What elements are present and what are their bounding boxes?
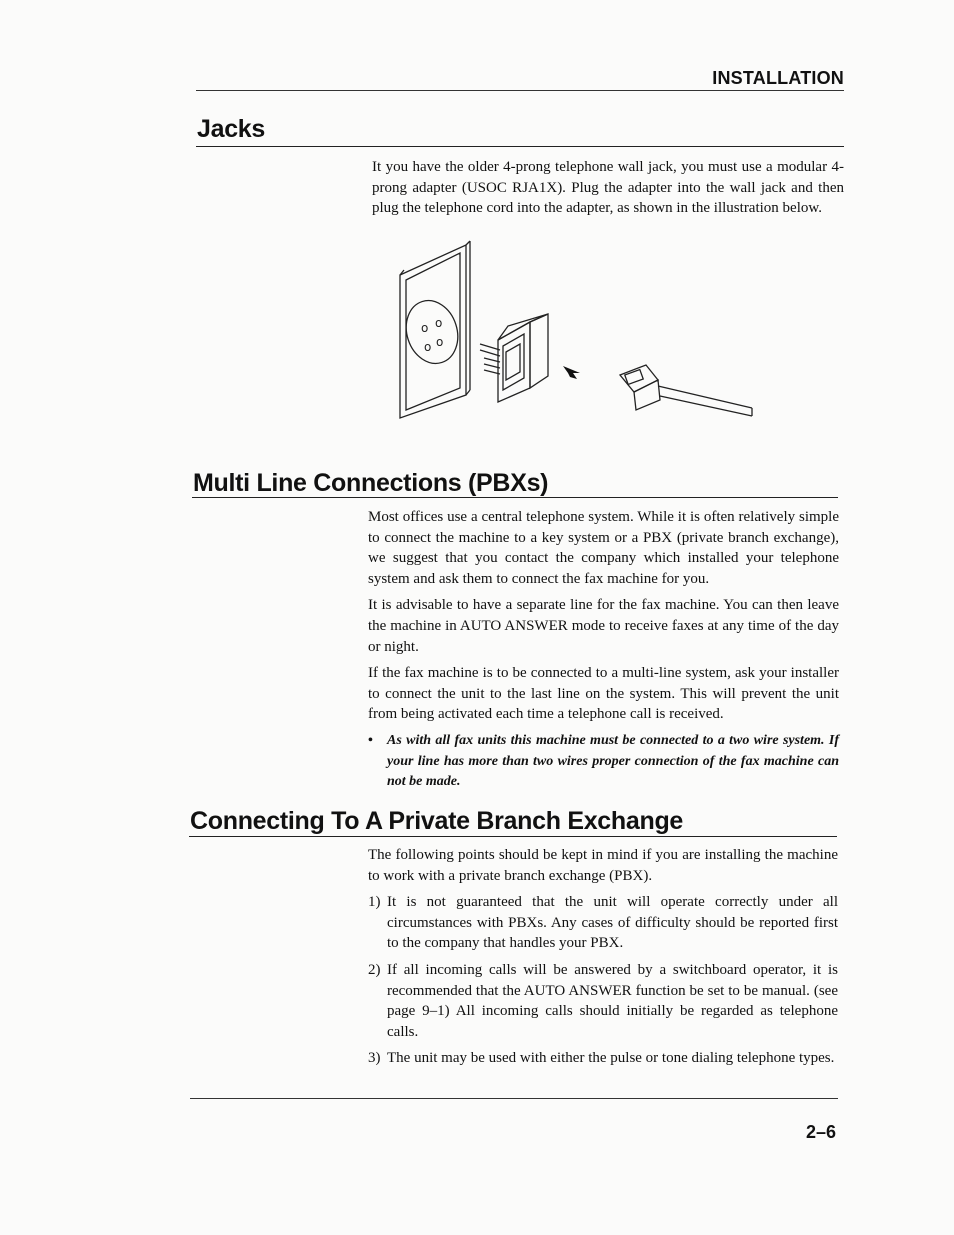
multi-line-paragraph-3: If the fax machine is to be connected to a multi-line system, ask your installer to connect the unit to the last line on the system. This will prevent the unit from being activated each time a telephone call is received. bbox=[368, 665, 839, 723]
section-title-multi-line: Multi Line Connections (PBXs) bbox=[193, 469, 549, 497]
header-rule bbox=[196, 90, 844, 91]
wall-jack-adapter-illustration bbox=[390, 240, 770, 425]
footer-rule bbox=[190, 1098, 838, 1099]
section-title-pbx: Connecting To A Private Branch Exchange bbox=[190, 807, 684, 835]
list-item-text: It is not guaranteed that the unit will operate correctly under all circumstances with PBXs. Any cases of difficulty should be reported first to the company that handles your PBX. bbox=[387, 894, 838, 952]
section-title-jacks: Jacks bbox=[197, 115, 266, 143]
pbx-body bbox=[368, 845, 838, 1075]
note-text: As with all fax units this machine must be connected to a two wire system. If your line has more than two wires proper connection of the fax machine can not be made. bbox=[387, 732, 839, 790]
jacks-paragraph: It you have the older 4-prong telephone wall jack, you must use a modular 4-prong adapter (USOC RJA1X). Plug the adapter into the wall jack and then plug the telephone cord into the adapter, as shown in the illustration below. bbox=[372, 159, 844, 217]
note-bullet: • bbox=[368, 732, 373, 748]
running-header: INSTALLATION bbox=[712, 68, 844, 88]
multi-line-paragraph-2: It is advisable to have a separate line for the fax machine. You can then leave the machine in AUTO ANSWER mode to receive faxes at any time of the day or night. bbox=[368, 597, 839, 655]
svg-text:o: o bbox=[435, 316, 443, 330]
list-item-text: The unit may be used with either the pulse or tone dialing telephone types. bbox=[387, 1050, 835, 1067]
section-rule-jacks bbox=[196, 146, 844, 147]
list-item-number: 2) bbox=[368, 961, 381, 978]
page-number: 2–6 bbox=[805, 1122, 836, 1142]
svg-text:o: o bbox=[436, 335, 444, 349]
list-item-number: 3) bbox=[368, 1050, 381, 1067]
section-rule-multi-line bbox=[192, 497, 838, 498]
list-item bbox=[368, 1048, 838, 1069]
svg-text:o: o bbox=[421, 321, 429, 335]
section-rule-pbx bbox=[189, 836, 837, 837]
svg-text:o: o bbox=[424, 340, 432, 354]
list-item bbox=[368, 960, 838, 1042]
pbx-intro: The following points should be kept in mind if you are installing the machine to work with a private branch exchange (PBX). bbox=[368, 847, 838, 884]
list-item-number: 1) bbox=[368, 894, 381, 911]
multi-line-body bbox=[368, 507, 839, 799]
multi-line-paragraph-1: Most offices use a central telephone system. While it is often relatively simple to connect the machine to a key system or a PBX (private branch exchange), we suggest that you contact the company which installed your telephone system and ask them to connect the fax machine for you. bbox=[368, 509, 839, 587]
list-item bbox=[368, 892, 838, 954]
list-item-text: If all incoming calls will be answered by a switchboard operator, it is recommended that the AUTO ANSWER function be set to be manual. (see page 9–1) All incoming calls should initially be regarded as telephone calls. bbox=[387, 961, 838, 1040]
two-wire-note bbox=[368, 731, 839, 793]
